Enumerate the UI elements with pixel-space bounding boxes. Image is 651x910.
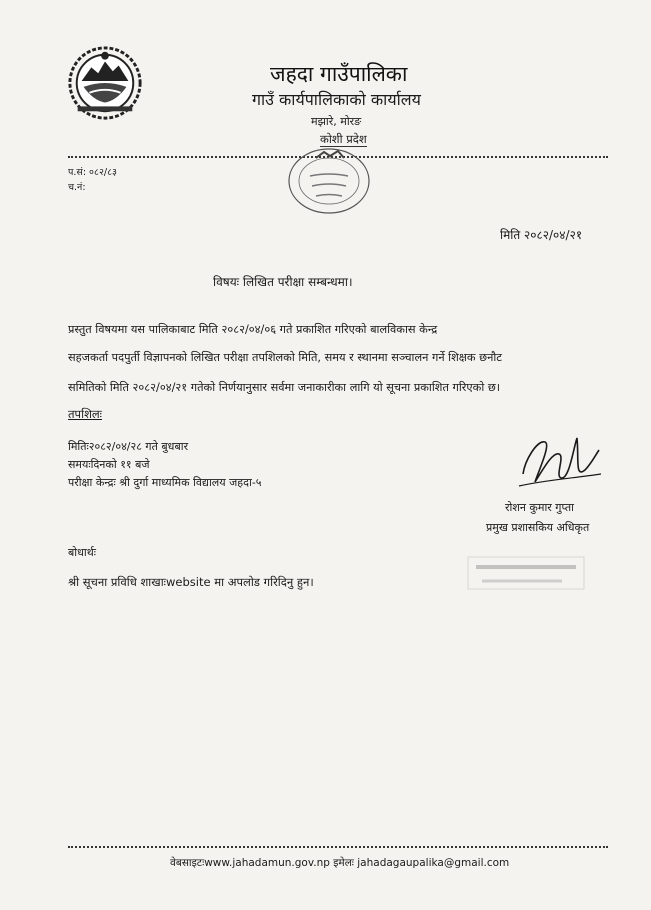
dispatch-number: च.नं: xyxy=(68,182,86,193)
body-line-1: प्रस्तुत विषयमा यस पालिकाबाट मिति २०८२/०४/०६ गते प्रकाशित गरिएको बालविकास केन्द्र xyxy=(68,323,438,336)
municipality-title: जहदा गाउँपालिका xyxy=(270,62,408,86)
signatory-name: रोशन कुमार गुप्ता xyxy=(505,501,574,514)
footer-contact: वेबसाइटःwww.jahadamun.gov.np इमेलः jahadagaupalika@gmail.com xyxy=(170,857,510,869)
cc-line: श्री सूचना प्रविधि शाखाःwebsite मा अपलोड गरिदिनु हुन। xyxy=(68,575,314,589)
details-heading: तपशिलः xyxy=(68,407,103,421)
body-line-2: सहजकर्ता पदपुर्ती विज्ञापनको लिखित परीक्षा तपशिलको मिति, समय र स्थानमा सञ्चालन गर्ने शिक्षक छनौट xyxy=(68,351,502,364)
body-line-3: समितिको मिति २०८२/०४/२१ गतेको निर्णयानुसार सर्वमा जनाकारीका लागि यो सूचना प्रकाशित गरिएको छ। xyxy=(68,381,501,394)
signatory-position: प्रमुख प्रशासकिय अधिकृत xyxy=(486,521,590,534)
issue-date: मिति २०८२/०४/२१ xyxy=(500,228,583,242)
reference-number: प.सं: ०८२/८३ xyxy=(68,167,117,178)
exam-time: समयःदिनको ११ बजे xyxy=(68,458,150,471)
cc-heading: बोधार्थः xyxy=(68,546,96,559)
address-line-1: मझारे, मोरङ xyxy=(311,115,362,128)
name-stamp-icon xyxy=(466,555,586,591)
emblem-icon xyxy=(66,44,144,122)
exam-date: मितिः२०८२/०४/२८ गते बुधबार xyxy=(68,440,189,453)
province-text: कोशी प्रदेश xyxy=(320,132,367,146)
address-line-2 xyxy=(320,132,367,147)
exam-center: परीक्षा केन्द्रः श्री दुर्गा माध्यमिक विद्यालय जहदा-५ xyxy=(68,476,262,489)
signature-icon xyxy=(515,430,605,492)
subject-line: विषयः लिखित परीक्षा सम्बन्धमा। xyxy=(213,275,353,289)
office-seal-icon xyxy=(286,146,372,216)
office-subtitle: गाउँ कार्यपालिकाको कार्यालय xyxy=(252,90,421,109)
footer-divider xyxy=(68,846,608,848)
